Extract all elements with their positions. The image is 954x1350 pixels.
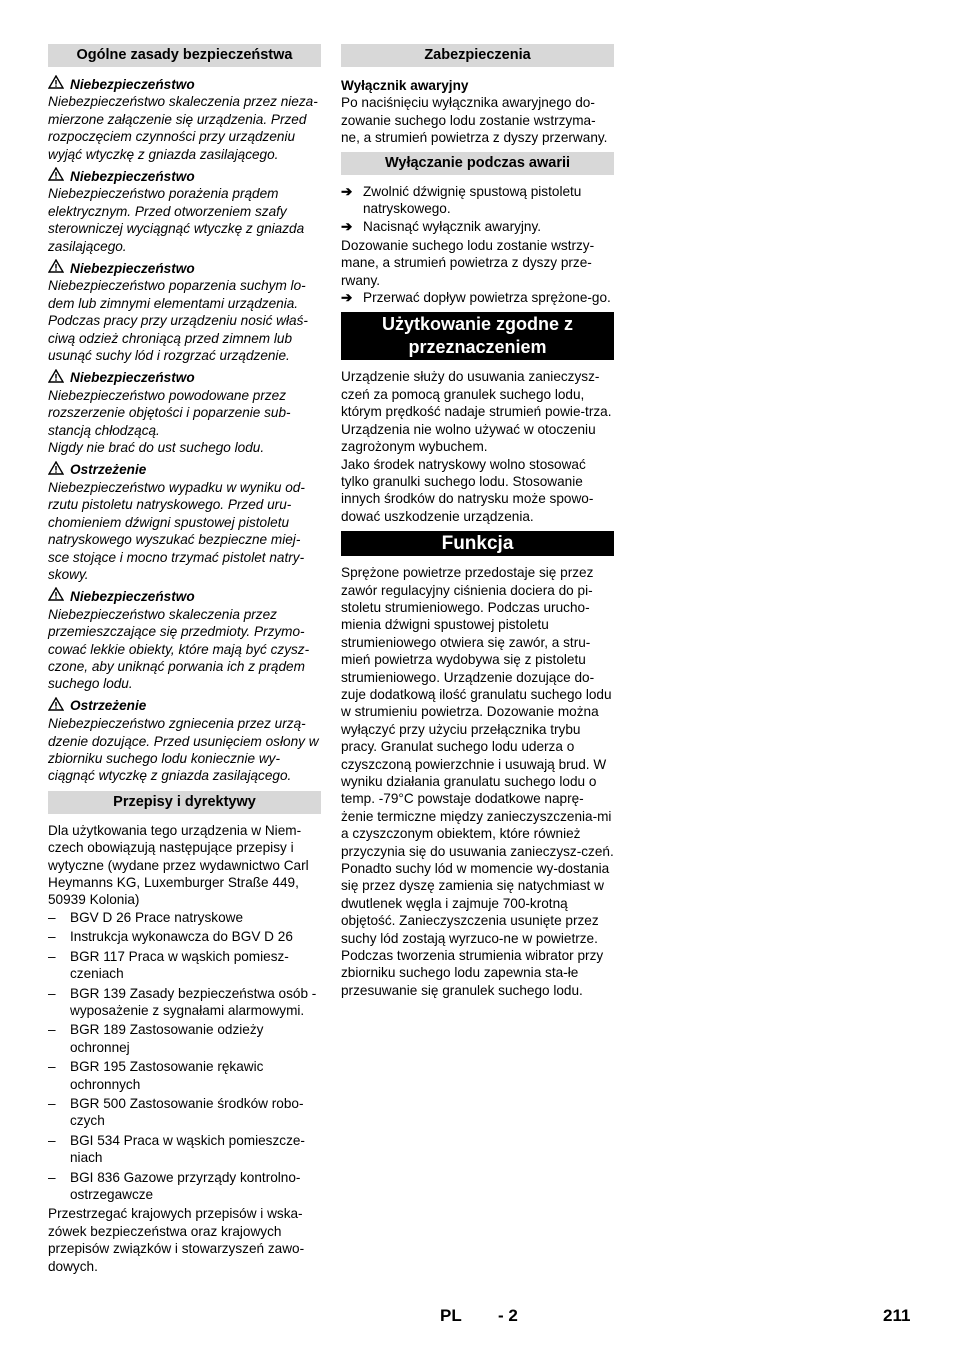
- regulation-item: – BGI 534 Praca w wąskich pomieszcze-niach: [48, 1132, 321, 1167]
- warning-text: Niebezpieczeństwo poparzenia suchym lo-dem lub zimnymi elementami urządzenia. Podczas pracy przy urządzeniu nosić właś-ciwą odzież chroniącą przed zimnem lub usunąć suchy lód i rozgrzać urządzenie.: [48, 278, 308, 364]
- shutdown-text: Dozowanie suchego lodu zostanie wstrzy-mane, a strumień powietrza z dyszy prze-rwany.: [341, 237, 595, 288]
- regulation-item: – BGR 139 Zasady bezpieczeństwa osób - wyposażenie z sygnałami alarmowymi.: [48, 985, 321, 1020]
- intended-use-text-1: Urządzenie służy do usuwania zanieczysz-czeń za pomocą granulek suchego lodu, którym prędkość nadaje strumień powie-trza.: [341, 369, 612, 420]
- intended-use-heading: Użytkowanie zgodne z przeznaczeniem: [341, 312, 614, 360]
- warning-triangle-icon: [48, 461, 66, 479]
- warning-text: Niebezpieczeństwo porażenia prądem elektrycznym. Przed otworzeniem szafy sterowniczej wyciągnąć wtyczkę z gniazda zasilającego.: [48, 186, 305, 254]
- warning-title: Niebezpieczeństwo: [48, 369, 321, 387]
- warning-text: Niebezpieczeństwo zgniecenia przez urzą-dzenie dozujące. Przed usunięciem osłony w zbiorniku suchego lodu koniecznie wy-ciągnąć wtyczkę z gniazda zasilającego.: [48, 716, 319, 784]
- shutdown-step: ➔ Przerwać dopływ powietrza sprężone-go.: [341, 290, 611, 306]
- intended-use-text-3: Jako środek natryskowy wolno stosować tylko granulki suchego lodu. Stosowanie innych środków do natrysku może spowo-dować uszkodzenie urządzenia.: [341, 456, 594, 524]
- regulations-intro: Dla użytkowania tego urządzenia w Niem-czech obowiązują następujące przepisy i wytyczne (wydane przez wydawnictwo Carl Heymanns KG, Luxemburger Straße 449, 50939 Kolonia): [48, 822, 309, 908]
- footer-section: - 2: [498, 1306, 518, 1325]
- arrow-right-icon: ➔: [341, 183, 353, 199]
- regulations-heading: Przepisy i dyrektywy: [48, 791, 321, 814]
- emergency-switch-text: Po naciśnięciu wyłącznika awaryjnego do-zowanie suchego lodu zostanie wstrzyma-ne, a strumień powietrza z dyszy przerwany.: [341, 95, 608, 146]
- regulation-item: – BGR 195 Zastosowanie rękawic ochronnych: [48, 1058, 321, 1093]
- safety-devices-heading: Zabezpieczenia: [341, 44, 614, 67]
- shutdown-steps-2: [341, 289, 614, 306]
- regulation-item: – BGR 117 Praca w wąskich pomiesz-czeniach: [48, 948, 321, 983]
- regulation-item: – BGV D 26 Prace natryskowe: [48, 909, 321, 926]
- regulations-list: [48, 909, 321, 1204]
- regulation-item: – BGI 836 Gazowe przyrządy kontrolno-ostrzegawcze: [48, 1169, 321, 1204]
- warnings-list: [48, 75, 321, 785]
- warning-text: Niebezpieczeństwo powodowane przez rozszerzenie objętości i poparzenie sub-stancją chłodzącą.: [48, 387, 291, 438]
- regulations-outro: Przestrzegać krajowych przepisów i wska-zówek bezpieczeństwa oraz krajowych przepisów związków i stowarzyszeń zawo-dowych.: [48, 1206, 305, 1274]
- function-text-1: Sprężone powietrze przedostaje się przez zawór regulacyjny ciśnienia dociera do pi-stoletu strumieniowego. Podczas urucho-mienia dźwigni spustowej pistoletu strumieniowego otwiera się zawór, a stru-mień powietrza wydobywa się z pistoletu strumieniowego. Urządzenie dozujące do-zuje dodatkową ilość granulatu suchego lodu w strumieniu powietrza. Dozowanie można wyłączyć przy użyciu przełącznika trybu pracy. Granulat suchego lodu uderza o czyszczoną powierzchnie i usuwają brud. W wyniku działania granulatu suchego lodu o temp. -79°C powstaje dodatkowe naprę-żenie termiczne między zanieczyszczenia-mi a czyszczonym obiektem, które również przyczynia się do usuwania zanieczysz-czeń. Ponadto suchy lód w momencie wy-dostania się przez dyszę zamienia się natychmiast w dwutlenek węgla i zajmuje 700-krotną objętość. Zanieczyszczenia usunięte przez suchy lód zostają wyrzuco-ne w powietrze.: [341, 565, 614, 946]
- intended-use-text-2: Urządzenia nie wolno używać w otoczeniu zagrożonym wybuchem.: [341, 421, 596, 455]
- warning-triangle-icon: [48, 167, 66, 185]
- warning-title: Niebezpieczeństwo: [48, 259, 321, 277]
- footer-language: PL: [440, 1306, 462, 1325]
- warning-title: Niebezpieczeństwo: [48, 167, 321, 185]
- page-number: 211: [883, 1306, 911, 1325]
- general-safety-heading: Ogólne zasady bezpieczeństwa: [48, 44, 321, 67]
- function-text-2: Podczas tworzenia strumienia wibrator przy zbiorniku suchego lodu zapewnia sta-łe przesuwanie się granulek suchego lodu.: [341, 948, 604, 998]
- left-column: [48, 44, 321, 1275]
- shutdown-steps: [341, 183, 614, 236]
- regulation-item: – BGR 500 Zastosowanie środków robo-czych: [48, 1095, 321, 1130]
- warning-text: Niebezpieczeństwo skaleczenia przez nieza-mierzone załączenie się urządzenia. Przed rozpoczęciem czynności przy urządzeniu wyjąć wtyczkę z gniazda zasilającego.: [48, 94, 318, 162]
- warning-title: Ostrzeżenie: [48, 697, 321, 715]
- warning-triangle-icon: [48, 259, 66, 277]
- arrow-right-icon: ➔: [341, 290, 353, 306]
- warning-text: Niebezpieczeństwo wypadku w wyniku od-rzutu pistoletu natryskowego. Przed uru-chomieniem dźwigni spustowej pistoletu natryskowego wyszukać bezpieczne miej-sce stojące i mocno trzymać pistolet natry-skowy.: [48, 479, 305, 582]
- regulation-item: – Instrukcja wykonawcza do BGV D 26: [48, 928, 321, 945]
- function-heading: Funkcja: [341, 531, 614, 556]
- regulation-item: – BGR 189 Zastosowanie odzieży ochronnej: [48, 1021, 321, 1056]
- warning-title: Niebezpieczeństwo: [48, 75, 321, 93]
- emergency-switch-title: Wyłącznik awaryjny: [341, 78, 469, 93]
- shutdown-step: ➔ Nacisnąć wyłącznik awaryjny.: [341, 219, 542, 235]
- warning-text: Niebezpieczeństwo skaleczenia przez przemieszczające się przedmioty. Przymo-cować lekkie obiekty, które mają być czysz-czone, aby uniknąć porwania ich z prądem suchego lodu.: [48, 606, 310, 692]
- warning-triangle-icon: [48, 587, 66, 605]
- emergency-shutdown-heading: Wyłączanie podczas awarii: [341, 152, 614, 175]
- warning-title: Niebezpieczeństwo: [48, 587, 321, 605]
- warning-triangle-icon: [48, 697, 66, 715]
- right-column: [341, 44, 614, 999]
- warning-triangle-icon: [48, 369, 66, 387]
- warning-title: Ostrzeżenie: [48, 461, 321, 479]
- shutdown-step: ➔ Zwolnić dźwignię spustową pistoletu natryskowego.: [341, 183, 582, 217]
- warning-text: Nigdy nie brać do ust suchego lodu.: [48, 440, 265, 456]
- warning-triangle-icon: [48, 75, 66, 93]
- arrow-right-icon: ➔: [341, 219, 353, 235]
